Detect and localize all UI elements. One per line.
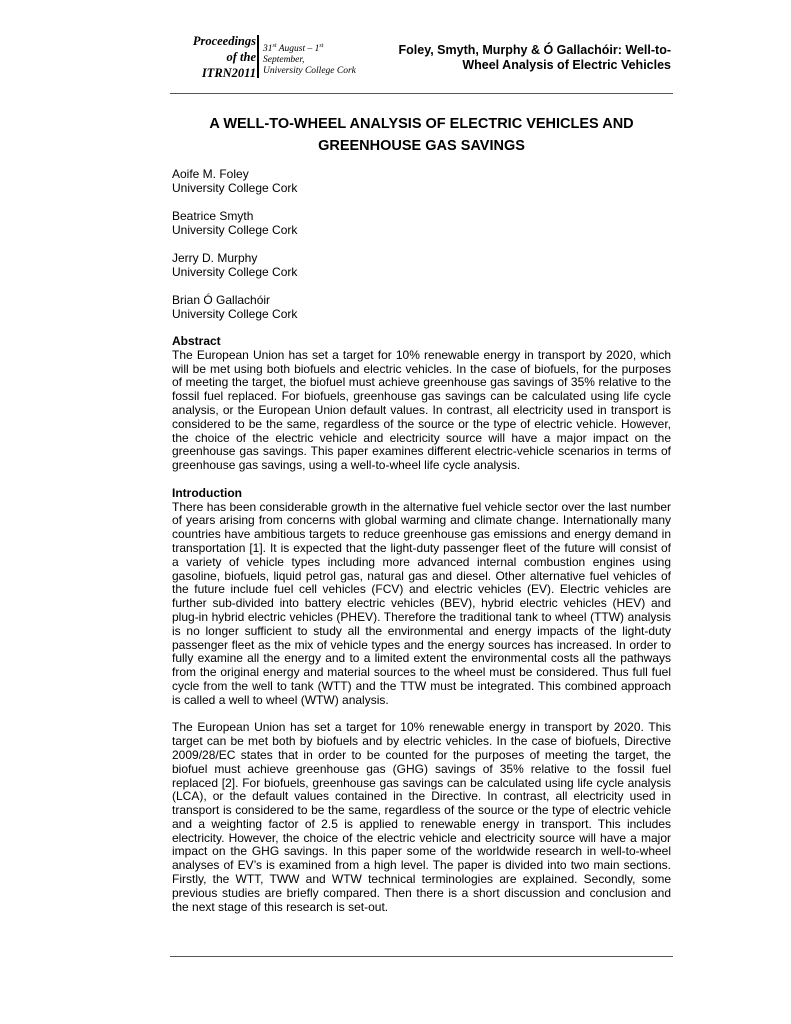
author-affiliation: University College Cork bbox=[172, 265, 298, 279]
introduction-section bbox=[172, 487, 671, 915]
author-block bbox=[172, 209, 472, 237]
header-divider-bar bbox=[257, 35, 259, 78]
introduction-heading: Introduction bbox=[172, 485, 242, 500]
running-title-line: Foley, Smyth, Murphy & Ó Gallachóir: Well-to- bbox=[398, 43, 671, 57]
introduction-paragraph: The European Union has set a target for 10% renewable energy in transport by 2020. This target can be met both by biofuels and by electric vehicles. In the case of biofuels, Directive 2009/28/EC states that in order to be counted for the purposes of meeting the target, the biofuel must achieve greenhouse gas (GHG) savings of 35% relative to the fossil fuel replaced [2]. For biofuels, greenhouse gas savings can be calculated using life cycle analysis (LCA), or the default values contained in the Directive. In contrast, all electricity used in transport is considered to be the same, regardless of the source or the type of electric vehicle and a weighting factor of 2.5 is applied to renewable energy in transport. This includes electricity. However, the choice of the electric vehicle and electricity source will have a major impact on the GHG savings. In this paper some of the worldwide research in well-to-wheel analyses of EV’s is examined from a high level. The paper is divided into two main sections. Firstly, the WTT, TWW and WTW technical terminologies are explained. Secondly, some previous studies are briefly compared. Then there is a short discussion and conclusion and the next stage of this research is set-out. bbox=[172, 720, 671, 914]
author-name: Jerry D. Murphy bbox=[172, 251, 258, 265]
date-month: August – 1 bbox=[276, 44, 320, 54]
proceedings-line: of the bbox=[226, 50, 256, 64]
paper-title-line: A WELL-TO-WHEEL ANALYSIS OF ELECTRIC VEHICLES AND bbox=[209, 116, 634, 132]
conference-venue: University College Cork bbox=[263, 66, 356, 76]
author-name: Beatrice Smyth bbox=[172, 209, 254, 223]
author-affiliation: University College Cork bbox=[172, 223, 298, 237]
conference-date-month: September, bbox=[263, 55, 305, 65]
running-title-line: Wheel Analysis of Electric Vehicles bbox=[462, 58, 671, 72]
abstract-text: The European Union has set a target for 10% renewable energy in transport by 2020, which will be met using both biofuels and electric vehicles. In the case of biofuels, for the purposes of meeting the target, the biofuel must achieve greenhouse gas savings of 35% relative to the fossil fuel replaced. For biofuels, greenhouse gas savings can be calculated using life cycle analysis, or the European Union default values. In contrast, all electricity used in transport is considered to be the same, regardless of the source or the type of electric vehicle. However, the choice of the electric vehicle and electricity source will have a major impact on the greenhouse gas savings. This paper examines different electric-vehicle scenarios in terms of greenhouse gas savings, using a well-to-wheel life cycle analysis. bbox=[172, 347, 671, 473]
abstract-section bbox=[172, 335, 671, 473]
date-suffix: st bbox=[319, 42, 324, 49]
paper-body bbox=[172, 335, 671, 928]
running-title bbox=[395, 43, 671, 73]
proceedings-label bbox=[170, 33, 256, 81]
author-affiliation: University College Cork bbox=[172, 181, 298, 195]
date-day: 31 bbox=[263, 44, 273, 54]
paper-title-line: GREENHOUSE GAS SAVINGS bbox=[318, 138, 525, 154]
proceedings-line: ITRN2011 bbox=[201, 66, 256, 80]
author-affiliation: University College Cork bbox=[172, 307, 298, 321]
introduction-paragraph: There has been considerable growth in the alternative fuel vehicle sector over the last number of years arising from concerns with global warming and climate change. Internationally many countries have ambitious targets to reduce greenhouse gas emissions and energy demand in transportation [1]. It is expected that the light-duty passenger fleet of the future will consist of a variety of vehicle types including more advanced internal combustion engines using gasoline, biofuels, liquid petrol gas, natural gas and diesel. Other alternative fuel vehicles of the future include fuel cell vehicles (FCV) and electric vehicles (EV). Electric vehicles are further sub-divided into battery electric vehicles (BEV), hybrid electric vehicles (HEV) and plug-in hybrid electric vehicles (PHEV). Therefore the traditional tank to wheel (TTW) analysis is no longer sufficient to study all the environmental and energy impacts of the light-duty passenger fleet as the mix of vehicle types and the energy sources has increased. In order to fully examine all the energy and to a limited extent the environmental costs all the pathways from the original energy and material sources to the wheel must be considered. Thus full fuel cycle from the well to tank (WTT) and the TTW must be integrated. This combined approach is called a well to wheel (WTW) analysis. bbox=[172, 499, 671, 707]
paper-title bbox=[170, 113, 673, 157]
conference-date-line bbox=[263, 44, 383, 55]
author-list bbox=[172, 167, 472, 335]
author-block bbox=[172, 293, 472, 321]
author-name: Aoife M. Foley bbox=[172, 167, 249, 181]
conference-date-venue bbox=[263, 44, 383, 77]
author-block bbox=[172, 167, 472, 195]
footer-rule bbox=[170, 956, 673, 957]
header-rule bbox=[170, 93, 673, 94]
abstract-heading: Abstract bbox=[172, 334, 221, 348]
author-block bbox=[172, 251, 472, 279]
date-suffix: st bbox=[272, 42, 277, 49]
author-name: Brian Ó Gallachóir bbox=[172, 293, 271, 307]
proceedings-line: Proceedings bbox=[192, 34, 256, 48]
